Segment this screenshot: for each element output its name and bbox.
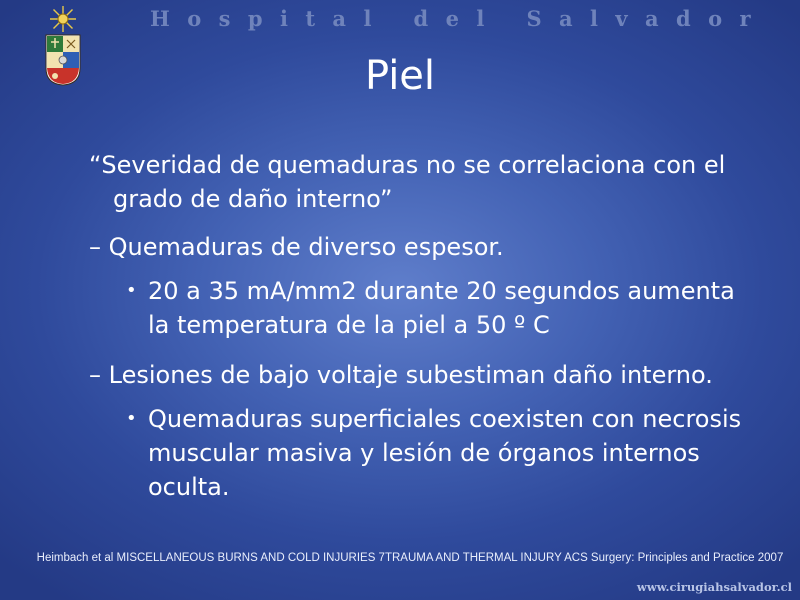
sub-list-item — [126, 402, 746, 504]
bullet-marker: • — [126, 280, 137, 301]
sub-list-item-text: 20 a 35 mA/mm2 durante 20 segundos aumenta la temperatura de la piel a 50 º C — [148, 277, 735, 339]
dash-marker: – — [89, 361, 101, 389]
dash-marker: – — [89, 233, 101, 261]
list-item — [89, 358, 779, 392]
citation-footer: Heimbach et al MISCELLANEOUS BURNS AND COLD INJURIES 7TRAUMA AND THERMAL INJURY ACS Surgery: Principles and Practice 2007 — [36, 552, 784, 564]
sun-emblem-icon — [50, 6, 76, 32]
sub-list-item-text: Quemaduras superficiales coexisten con necrosis muscular masiva y lesión de órganos internos oculta. — [148, 405, 742, 501]
list-item-text: Lesiones de bajo voltaje subestiman daño interno. — [108, 361, 713, 389]
list-item — [89, 230, 779, 264]
list-item-text: Quemaduras de diverso espesor. — [108, 233, 504, 261]
institution-header: Hospital del Salvador — [150, 6, 768, 31]
slide-title: Piel — [364, 53, 436, 99]
bullet-marker: • — [126, 408, 137, 429]
sub-list-item — [126, 274, 746, 342]
quote-text: “Severidad de quemaduras no se correlaciona con el grado de daño interno” — [89, 151, 726, 213]
website-url[interactable]: www.cirugiahsalvador.cl — [636, 580, 792, 594]
